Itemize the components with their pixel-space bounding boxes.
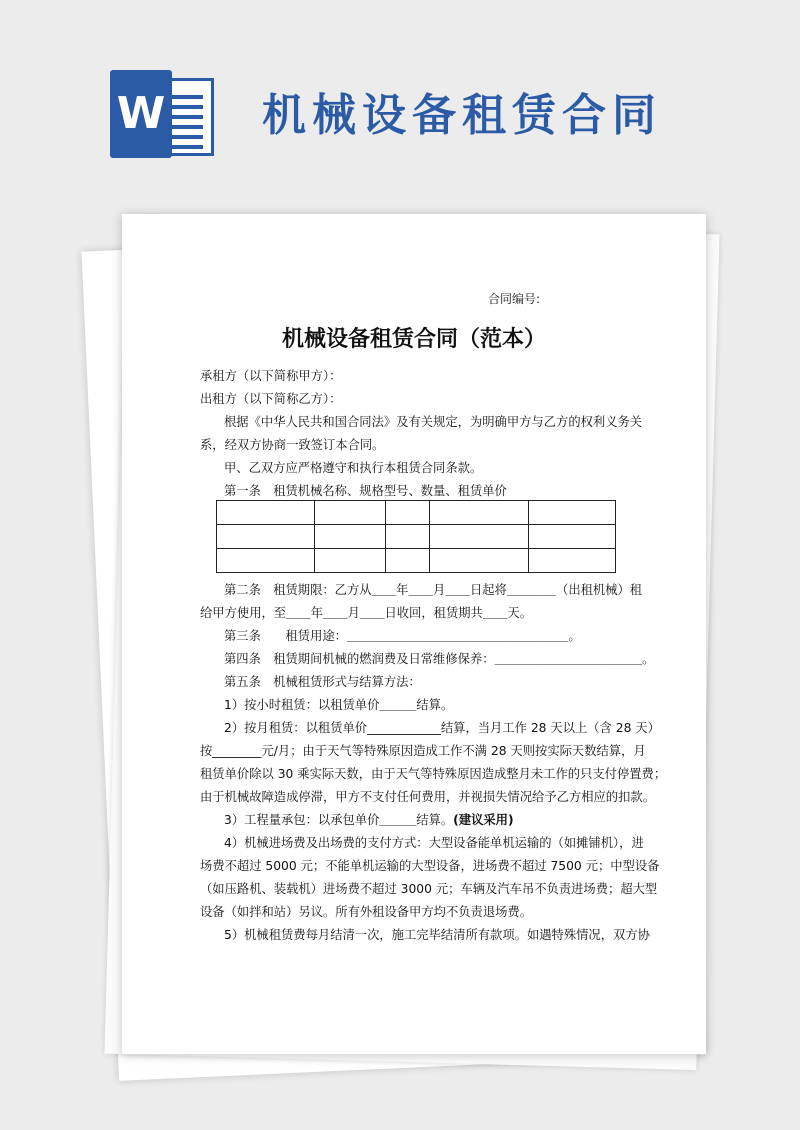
- monthly-rental-line-2: 按________元/月；由于天气等特殊原因造成工作不满 28 天则按实际天数结算，月: [200, 744, 646, 758]
- quantity-contract-text: 3）工程量承包：以承包单价＿＿＿结算。: [224, 813, 454, 827]
- table-cell: [430, 501, 529, 525]
- article-2-line-1: 第二条 租赁期限：乙方从＿＿年＿＿月＿＿日起将＿＿＿＿（出租机械）租: [224, 583, 643, 597]
- document-title: 机械设备租赁合同（范本）: [281, 327, 546, 352]
- table-cell: [529, 549, 616, 573]
- entry-fee-line-3: （如压路机、装载机）进场费不超过 3000 元；车辆及汽车吊不负责进场费；超大型: [200, 882, 658, 896]
- lessee-line: 承租方（以下简称甲方）：: [200, 369, 342, 383]
- document-page: [122, 214, 706, 1054]
- table-cell: [386, 525, 430, 549]
- table-cell: [430, 549, 529, 573]
- entry-fee-line-1: 4）机械进场费及出场费的支付方式：大型设备能单机运输的（如摊铺机），进: [224, 836, 644, 850]
- table-cell: [529, 525, 616, 549]
- entry-fee-line-2: 场费不超过 5000 元；不能单机运输的大型设备，进场费不超过 7500 元；中型设备: [200, 859, 660, 873]
- table-cell: [315, 549, 386, 573]
- article-5-heading: 第五条 机械租赁形式与结算方法：: [224, 675, 421, 689]
- preamble-line-1: 根据《中华人民共和国合同法》及有关规定，为明确甲方与乙方的权利义务关: [224, 415, 643, 429]
- recommend-note: (建议采用): [453, 813, 514, 827]
- article-2-line-2: 给甲方使用，至＿＿年＿＿月＿＿日收回，租赁期共＿＿天。: [200, 606, 533, 620]
- entry-fee-line-4: 设备（如拌和站）另议。所有外租设备甲方均不负责退场费。: [200, 905, 533, 919]
- table-cell: [315, 501, 386, 525]
- banner-title: 机械设备租赁合同: [262, 90, 662, 141]
- hourly-rental-line: 1）按小时租赁：以租赁单价＿＿＿结算。: [224, 698, 454, 712]
- lessor-line: 出租方（以下简称乙方）：: [200, 392, 342, 406]
- table-row: [217, 501, 616, 525]
- table-row: [217, 525, 616, 549]
- article-3-line: 第三条 租赁用途：＿＿＿＿＿＿＿＿＿＿＿＿＿＿＿＿＿＿。: [224, 629, 581, 643]
- article-1-heading: 第一条 租赁机械名称、规格型号、数量、租赁单价: [224, 484, 507, 498]
- table-cell: [386, 501, 430, 525]
- word-doc-icon: [108, 70, 216, 158]
- rental-items-table: [216, 500, 616, 573]
- contract-number-label: 合同编号:: [488, 292, 541, 306]
- monthly-rental-line-1: 2）按月租赁：以租赁单价____________结算，当月工作 28 天以上（含 28 天）: [224, 721, 660, 735]
- header-banner: [0, 0, 800, 200]
- table-cell: [217, 549, 315, 573]
- table-cell: [217, 501, 315, 525]
- preamble-line-2: 系，经双方协商一致签订本合同。: [200, 438, 385, 452]
- settlement-line: 5）机械租赁费每月结清一次，施工完毕结清所有款项。如遇特殊情况，双方协: [224, 928, 650, 942]
- table-cell: [529, 501, 616, 525]
- compliance-line: 甲、乙双方应严格遵守和执行本租赁合同条款。: [224, 461, 483, 475]
- table-cell: [217, 525, 315, 549]
- monthly-rental-line-4: 由于机械故障造成停滞，甲方不支付任何费用，并视损失情况给予乙方相应的扣款。: [200, 790, 655, 804]
- article-4-line: 第四条 租赁期间机械的燃润费及日常维修保养：＿＿＿＿＿＿＿＿＿＿＿＿。: [224, 652, 655, 666]
- table-cell: [430, 525, 529, 549]
- word-logo-letter: W: [110, 70, 172, 158]
- quantity-contract-line: [224, 812, 514, 828]
- table-row: [217, 549, 616, 573]
- table-cell: [386, 549, 430, 573]
- monthly-rental-line-3: 租赁单价除以 30 乘实际天数，由于天气等特殊原因造成整月未工作的只支付停置费；: [200, 767, 667, 781]
- table-cell: [315, 525, 386, 549]
